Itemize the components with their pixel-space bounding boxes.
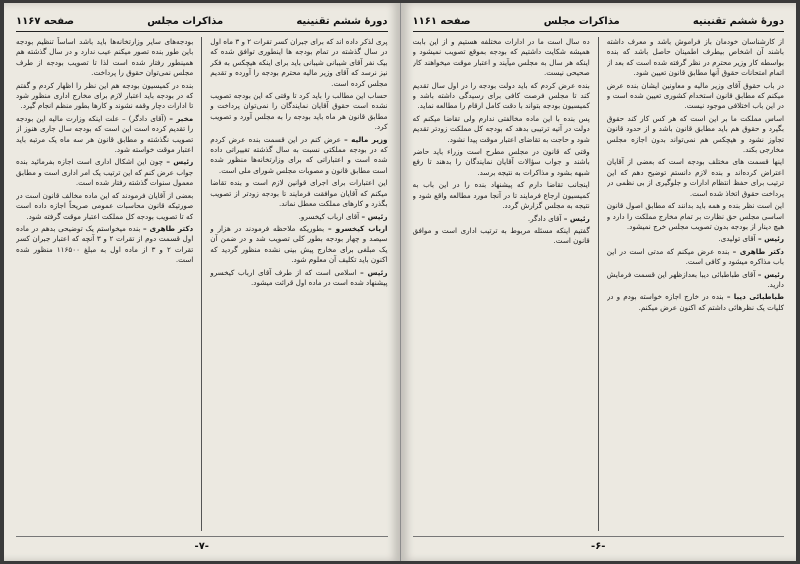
speaker-name: رئیس – (563, 213, 590, 223)
speaker-name: رئیس – (757, 269, 784, 279)
paragraph (413, 180, 590, 211)
speaker-name: ارباب کیخسرو – (327, 223, 388, 233)
paragraph-text: بنده عرض کردم که باید دولت بودجه را در اول سال تقدیم کند تا مجلس فرصت کافی برای رسیدگی داشته باشد و کمیسیون بودجه بتواند با دقت کامل ارقام را مطالعه نماید. (412, 80, 590, 111)
paragraph (210, 178, 387, 209)
paragraph (16, 191, 193, 222)
paragraph (413, 147, 590, 178)
paragraph-text: از کارشناسان خودمان باز فراموش باشد و معرف داشته باشند آن اشخاص بیطرف اطمینان حاصل باشد که بنده بواسطه کار وزیر محترم در نظر گرفته شده است که بعد از اتمام امتحانات حقوق آنها مطابق قانون تعیین شود. (606, 37, 784, 78)
speaker-name: مخبر – (169, 113, 194, 123)
paragraph-text: وقتی که قانون در مجلس مطرح است وزراء باید حاضر باشند و جواب سؤالات آقایان نمایندگان را بدهند تا رفع شبهه بشود و مذاکرات به نتیجه برسد. (412, 147, 590, 177)
paragraph (413, 214, 590, 224)
speaker-name: رئیس – (360, 267, 388, 277)
paragraph-text: پس بنده با این ماده مخالفتی ندارم ولی تقاضا میکنم که دولت در آتیه ترتیبی بدهد که بودجه کل مملکت زودتر تقدیم شود و حاجت به تقاضای اعتبار موقت پیدا نشود. (412, 113, 590, 144)
paragraph-text: بطوریکه ملاحظه فرمودند در هزار و سیصد و چهار بودجه بطور کلی تصویب شد و در ضمن آن یک مبلغی برای مخارج پیش بینی نشده منظور گردید که اکنون باید تکلیف آن معلوم شود. (210, 223, 388, 265)
paragraph (607, 292, 784, 313)
paragraph-text: این اعتبارات برای اجرای قوانین لازم است و بنده تقاضا میکنم که آقایان موافقت فرمایند تا بودجه زودتر از تصویب بگذرد و کارهای مملکت معطل نماند. (210, 178, 388, 209)
right-page (401, 3, 797, 561)
paragraph (16, 37, 193, 79)
paragraph-text: عرض کنم در این قسمت بنده عرض کردم که در بودجه مملکتی نسبت به سال گذشته تغییراتی داده شده است و اعتباراتی که برای وزارتخانه‌ها منظور شده است مطابق قانون و مصوبات مجلس شورای ملی است. (210, 134, 388, 175)
paragraph (607, 247, 784, 268)
paragraph-text: بنده عرض میکنم که مدتی است در این باب مذاکره میشود و کافی است. (606, 246, 784, 267)
column-divider (201, 37, 202, 531)
left-footer-rule (16, 536, 388, 537)
right-header-series: دورهٔ ششم تقنینیه (692, 15, 784, 27)
paragraph-text: بعضی از آقایان فرمودند که این ماده مخالف قانون است در صورتیکه قانون محاسبات عمومی صریحاً اجازه داده است که تا تصویب بودجه کل مملکت اعتبار موقت گرفته شود. (16, 190, 194, 221)
speaker-name: رئیس – (361, 211, 388, 221)
left-page-header (16, 11, 388, 32)
paragraph-text: گفتیم اینکه مسئله مربوط به ترتیب اداری است و موافق قانون است. (412, 225, 590, 246)
paragraph (413, 81, 590, 112)
speaker-name: دکتر طاهری – (143, 223, 194, 233)
paragraph (16, 224, 193, 266)
left-page (4, 3, 401, 561)
paragraph-text: این است نظر بنده و همه باید بدانند که مطابق اصول قانون اساسی مجلس حق نظارت بر تمام مخارج مملکت را دارد و هیچ دینار از بودجه بدون تصویب مجلس خرج نمیشود. (606, 201, 784, 231)
right-page-columns (413, 37, 785, 531)
paragraph-text: آقای طباطبائی دیبا بعدازظهر این قسمت فرمایش دارید. (606, 269, 784, 289)
right-footer-rule (413, 536, 785, 537)
paragraph (210, 135, 387, 177)
left-header-page-number: صفحه ۱۱۶۷ (16, 15, 75, 27)
left-page-columns (16, 37, 388, 531)
paragraph (16, 157, 193, 188)
paragraph (607, 81, 784, 112)
right-header-page-number: صفحه ۱۱۶۱ (412, 15, 471, 27)
paragraph (413, 114, 590, 145)
speaker-name: دکتر طاهری – (732, 246, 784, 256)
paragraph (607, 270, 784, 291)
speaker-name: طباطبائی دیبا – (726, 292, 784, 302)
right-page-footer: -۶- (591, 540, 606, 552)
paragraph-text: بنده در خارج اجازه خواسته بودم و در کلیات یک نظرهائی داشتم که اکنون عرض میکنم. (606, 292, 784, 312)
paragraph-text: اسلامی است که از طرف آقای ارباب کیخسرو پیشنهاد شده است در ماده اول قرائت میشود. (210, 267, 388, 287)
paragraph-text: آقای ارباب کیخسرو. (298, 211, 360, 221)
paragraph (210, 91, 387, 133)
paragraph-text: پری لذکر داده اند که برای جبران کسر تقرات ۲ و ۳ ماه اول در سال گذشته در تمام بودجه ها اینطوری توافق شده که بیک نفر آقای شیبانی شیبانی باید برای اینکه هیچکس به فکر نیز نرسد که آقای وزیر مالیه محترم بودجه را آورده و تقدیم مجلس کرده است. (210, 37, 388, 88)
paragraph-text: بنده میخواستم یک توضیحی بدهم در ماده اول قسمت دوم از تقرات ۲ و ۳ آنچه که اعتبار جبران کسر تقرات ۲ و ۳ از ماده اول به مبلغ ۱۱۶۵۰۰ منظور شده است. (16, 223, 194, 265)
paragraph-text: چون این اشکال اداری است اجازه بفرمائید بنده جواب عرض کنم که این ترتیب یک امر اداری است و مطابق معمول سنوات گذشته رفتار شده است. (16, 157, 194, 188)
right-page-header (413, 11, 785, 32)
paragraph (607, 234, 784, 244)
paragraph (16, 81, 193, 112)
column-divider (598, 37, 599, 531)
paragraph (607, 201, 784, 232)
paragraph (16, 114, 193, 156)
paragraph (413, 226, 590, 247)
paragraph-text: (آقای دادگر) – علت اینکه وزارت مالیه این بودجه را تقدیم کرده است این است که بودجه سال جاری هنوز از تصویب نگذشته و مطابق قانون هر سه ماه یک مرتبه باید اعتبار موقت خواسته شود. (16, 113, 194, 155)
paragraph-text: بنده در کمیسیون بودجه هم این نظر را اظهار کردم و گفتم که در بودجه باید اعتبار لازم برای مخارج اداری منظور شود تا ادارات دچار وقفه نشوند و کارها بطور منظم انجام گیرد. (16, 80, 194, 111)
paragraph (210, 268, 387, 289)
speaker-name: وزیر مالیه – (344, 134, 388, 144)
left-page-footer: -۷- (194, 540, 209, 552)
paragraph (607, 157, 784, 199)
paragraph (210, 212, 387, 222)
paragraph (210, 224, 387, 266)
paragraph (607, 37, 784, 79)
book-spread (4, 3, 796, 561)
left-page-column-right (210, 37, 387, 531)
left-header-title: مذاکرات مجلس (147, 15, 224, 27)
speaker-name: رئیس – (166, 157, 194, 167)
paragraph-text: آقای دادگر. (527, 213, 562, 223)
left-page-column-left (16, 37, 193, 531)
speaker-name: رئیس – (757, 234, 784, 244)
paragraph (413, 37, 590, 79)
right-page-column-right (607, 37, 784, 531)
paragraph-text: در باب حقوق آقای وزیر مالیه و معاونین ایشان بنده عرض میکنم که مطابق قانون استخدام کشوری تعیین شده است و در این باب اختلافی موجود نیست. (606, 80, 784, 111)
paragraph-text: ده سال است ما در ادارات مختلفه هستیم و از این بابت همیشه شکایت داشتیم که بودجه بموقع تصویب نمیشود و اینکه هر سال به مجلس میآیند و اعتبار موقت میخواهند کار صحیحی نیست. (412, 37, 590, 78)
paragraph-text: اینجانب تقاضا دارم که پیشنهاد بنده را در این باب به کمیسیون ارجاع فرمایند تا در آنجا مورد مطالعه واقع شود و نتیجه به مجلس گزارش گردد. (412, 180, 590, 211)
paragraph-text: اینها قسمت های مختلف بودجه است که بعضی از آقایان اعتراض کرده‌اند و بنده لازم دانستم توضیح دهم که این ترتیب برای حفظ انتظام ادارات و جلوگیری از بی نظمی در پرداخت حقوق اتخاذ شده است. (606, 157, 784, 198)
paragraph-text: آقای تولیدی. (718, 234, 756, 244)
paragraph-text: حساب این مطالب را باید کرد تا وقتی که این بودجه تصویب نشده است حقوق آقایان نمایندگان را نمی‌توان پرداخت و مطابق قانون هر ماه باید بودجه را به مجلس آورد و تصویب کرد. (210, 91, 388, 132)
paragraph (607, 114, 784, 156)
paragraph (210, 37, 387, 89)
right-page-column-left (413, 37, 590, 531)
paragraph-text: اساس مملکت ما بر این است که هر کس کار کند حقوق بگیرد و حقوق هم باید مطابق قانون باشد و از حدود قانون تجاوز نشود و هیچکس هم نمی‌تواند بدون اجازه مجلس مخارجی بکند. (606, 113, 784, 155)
paragraph-text: بودجه‌های سایر وزارتخانه‌ها باید باشد اساساً تنظیم بودجه باین طور بنده تصور میکنم عیب ندارد و در سال گذشته هم همینطور رفتار شده است لذا تا تصویب بودجه از طرف مجلس نمی‌توان حقوق را پرداخت. (16, 37, 194, 78)
left-header-series: دورهٔ ششم تقنینیه (296, 15, 388, 27)
right-header-title: مذاکرات مجلس (543, 15, 620, 27)
